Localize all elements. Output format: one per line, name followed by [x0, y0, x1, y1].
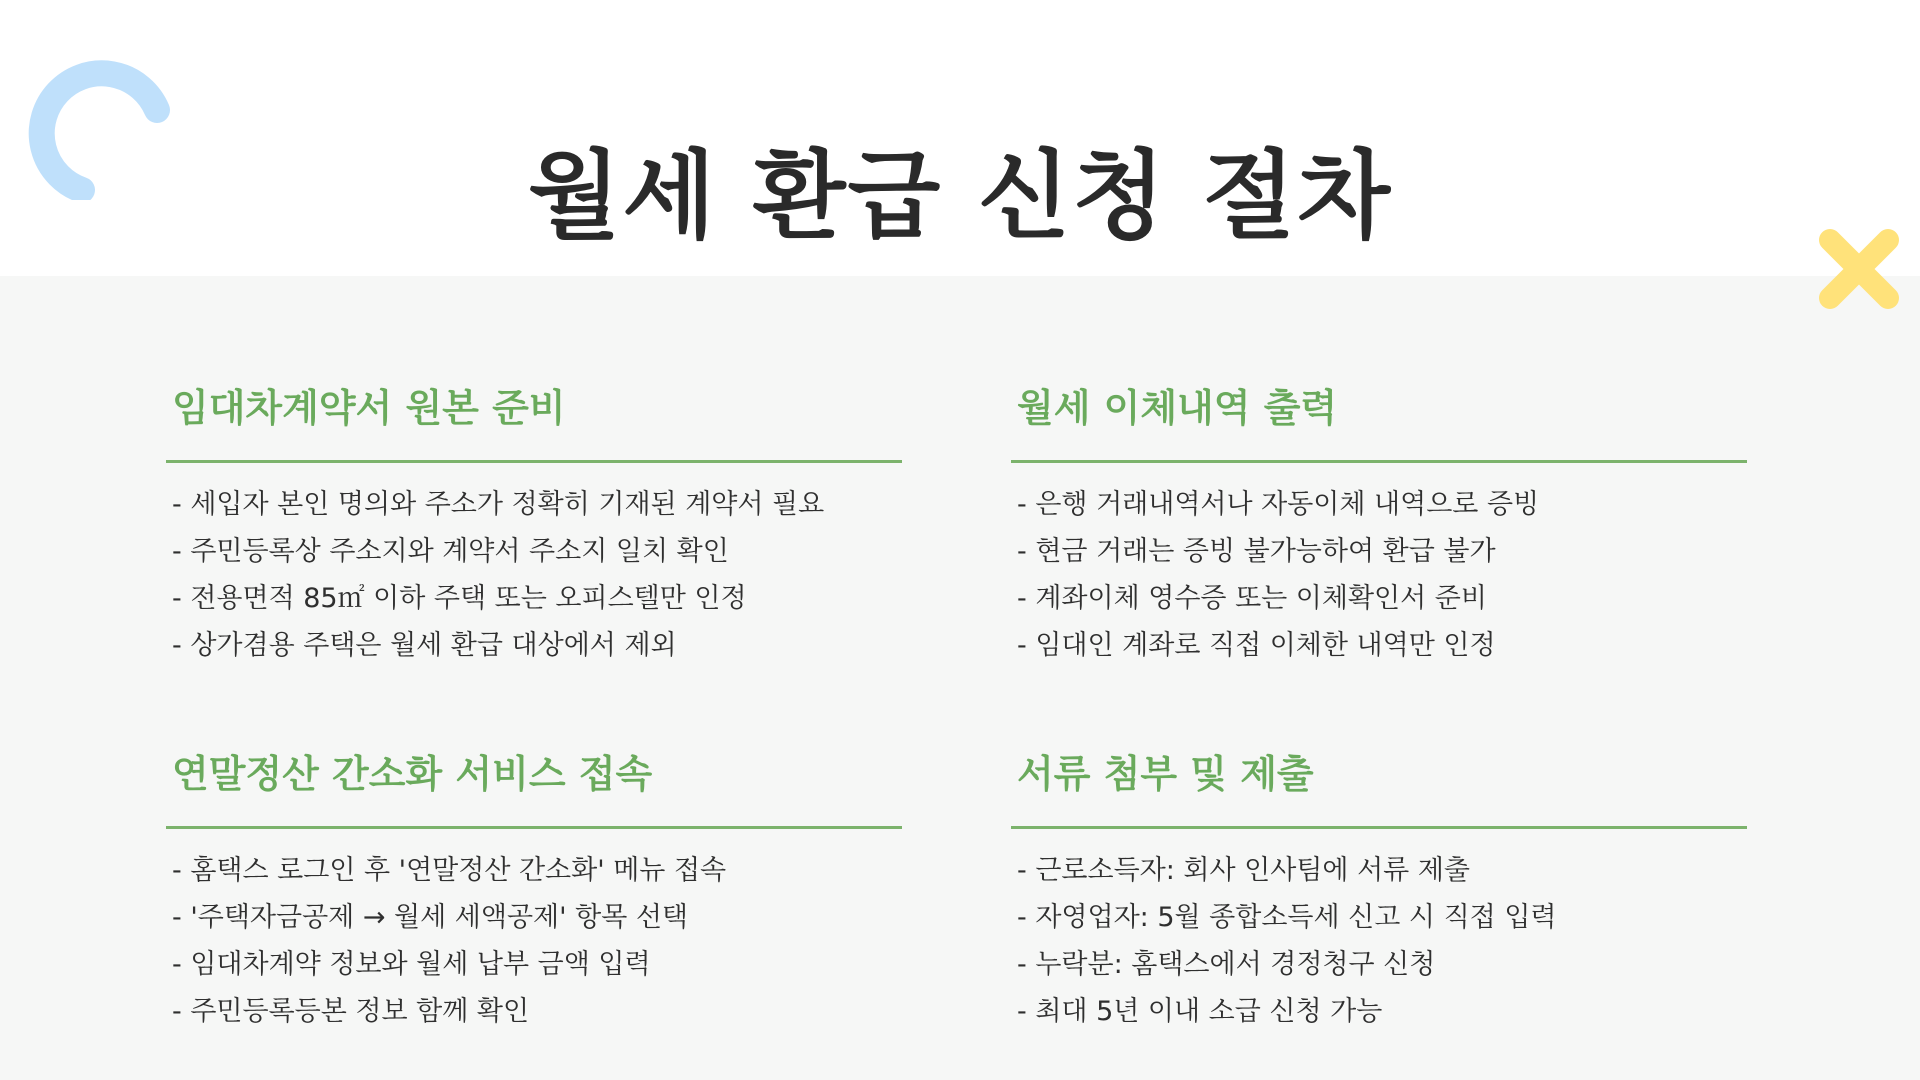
- list-item: - 최대 5년 이내 소급 신청 가능: [1017, 996, 1383, 1027]
- list-item: - 계좌이체 영수증 또는 이체확인서 준비: [1017, 583, 1487, 614]
- section-divider: [1011, 460, 1747, 463]
- section-divider: [166, 460, 902, 463]
- section-divider: [1011, 826, 1747, 829]
- list-item: - 홈택스 로그인 후 '연말정산 간소화' 메뉴 접속: [172, 855, 727, 886]
- section-divider: [166, 826, 902, 829]
- list-item: - 은행 거래내역서나 자동이체 내역으로 증빙: [1017, 489, 1540, 520]
- list-item: - 상가겸용 주택은 월세 환급 대상에서 제외: [172, 630, 677, 661]
- list-item: - 전용면적 85㎡ 이하 주택 또는 오피스텔만 인정: [172, 583, 747, 614]
- list-item: - 주민등록등본 정보 함께 확인: [172, 996, 530, 1027]
- page-title: 월세 환급 신청 절차: [527, 140, 1393, 253]
- section-transfer-record: [1011, 380, 1747, 669]
- list-item: - 주민등록상 주소지와 계약서 주소지 일치 확인: [172, 536, 729, 567]
- section-year-end-settlement: [166, 746, 902, 1035]
- list-item: - 세입자 본인 명의와 주소가 정확히 기재된 계약서 필요: [172, 489, 825, 520]
- section-list: [166, 847, 902, 1035]
- list-item: - 자영업자: 5월 종합소득세 신고 시 직접 입력: [1017, 902, 1557, 933]
- section-title: 서류 첨부 및 제출: [1017, 752, 1314, 796]
- section-title: 월세 이체내역 출력: [1017, 386, 1338, 430]
- section-list: [1011, 847, 1747, 1035]
- yellow-x-icon: [1816, 226, 1902, 312]
- list-item: - '주택자금공제 → 월세 세액공제' 항목 선택: [172, 902, 689, 933]
- section-document-submission: [1011, 746, 1747, 1035]
- section-title: 임대차계약서 원본 준비: [172, 386, 566, 430]
- list-item: - 현금 거래는 증빙 불가능하여 환급 불가: [1017, 536, 1496, 567]
- list-item: - 근로소득자: 회사 인사팀에 서류 제출: [1017, 855, 1470, 886]
- list-item: - 누락분: 홈택스에서 경정청구 신청: [1017, 949, 1436, 980]
- section-title: 연말정산 간소화 서비스 접속: [172, 752, 653, 796]
- header-band: [0, 0, 1920, 276]
- section-list: [1011, 481, 1747, 669]
- section-lease-contract: [166, 380, 902, 669]
- list-item: - 임대인 계좌로 직접 이체한 내역만 인정: [1017, 630, 1496, 661]
- list-item: - 임대차계약 정보와 월세 납부 금액 입력: [172, 949, 651, 980]
- section-list: [166, 481, 902, 669]
